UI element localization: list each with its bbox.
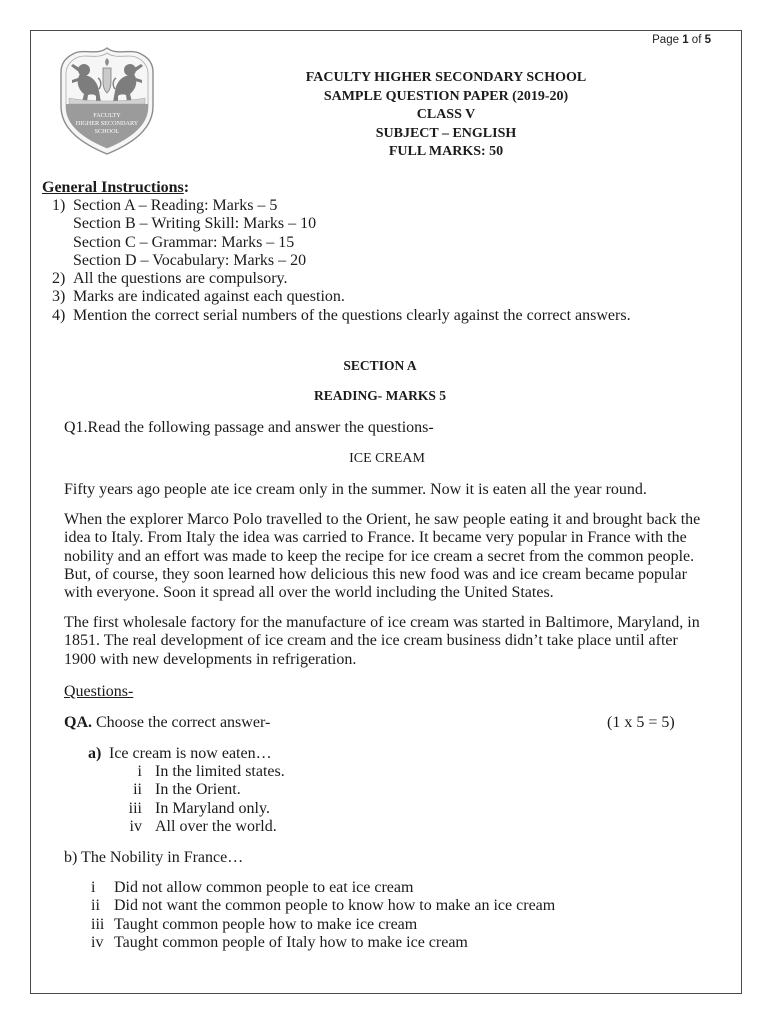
option-numeral: iv: [129, 817, 142, 835]
part-a-options: [118, 763, 285, 836]
page-of-label: of: [691, 34, 702, 46]
logo-text-line: FACULTY: [93, 112, 121, 119]
section-subtitle: READING- MARKS 5: [313, 388, 446, 403]
option-item: [91, 879, 555, 897]
instruction-item: [52, 307, 631, 325]
option-item: [118, 781, 285, 799]
heading-colon: :: [183, 179, 190, 196]
option-numeral: ii: [133, 781, 142, 799]
passage-line: 1900 with new developments in refrigeration.: [64, 650, 357, 668]
paper-header: [286, 69, 606, 162]
option-item: [91, 897, 555, 915]
instruction-item: [52, 197, 631, 270]
passage-paragraph: [64, 511, 700, 602]
option-item: [118, 763, 285, 781]
passage-line: nobility and an effort was made to keep the recipe for ice cream a secret from the common people.: [64, 547, 695, 565]
passage-title: ICE CREAM: [349, 451, 425, 466]
option-numeral: ii: [91, 897, 100, 915]
paper-title: SAMPLE QUESTION PAPER (2019-20): [323, 88, 569, 104]
instruction-number: 4): [52, 306, 66, 324]
question-1-prompt: Q1.Read the following passage and answer the questions-: [64, 419, 434, 436]
instruction-line: Mention the correct serial numbers of the questions clearly against the correct answers.: [73, 306, 631, 324]
option-numeral: iii: [91, 915, 105, 933]
logo-center-crest: [103, 68, 111, 93]
instruction-number: 1): [52, 197, 66, 214]
question-part-a: [88, 745, 272, 763]
instruction-line: Section B – Writing Skill: Marks – 10: [73, 215, 317, 233]
part-b-label: b): [64, 849, 78, 866]
question-qa-instruction: Choose the correct answer-: [96, 714, 271, 731]
passage-line: The first wholesale factory for the manufacture of ice cream was started in Baltimore, Maryland, in: [64, 614, 700, 631]
instruction-line: Section D – Vocabulary: Marks – 20: [73, 251, 307, 269]
question-qa-label: QA.: [64, 714, 92, 731]
option-item: [118, 818, 285, 836]
passage-paragraph: [64, 614, 700, 669]
instruction-line: All the questions are compulsory.: [73, 270, 288, 288]
part-a-stem: Ice cream is now eaten…: [109, 745, 272, 762]
passage-line: But, of course, they soon learned how delicious this new food was and ice cream became popular: [64, 565, 687, 583]
option-numeral: iii: [128, 799, 142, 817]
passage-line: with everyone. Soon it spread all over the world including the United States.: [64, 584, 554, 602]
option-numeral: i: [91, 879, 96, 896]
school-logo: [57, 44, 157, 156]
question-part-b: [64, 849, 243, 867]
option-text: Taught common people how to make ice cream: [114, 915, 418, 933]
option-text: In the limited states.: [155, 763, 285, 780]
passage-line: When the explorer Marco Polo travelled to the Orient, he saw people eating it and brought back the: [64, 511, 701, 528]
option-text: Did not want the common people to know how to make an ice cream: [114, 897, 556, 915]
instruction-item: [52, 288, 631, 306]
question-qa-marks: (1 x 5 = 5): [607, 714, 675, 731]
full-marks-label: FULL MARKS: 50: [388, 144, 504, 159]
option-text: Taught common people of Italy how to make ice cream: [114, 933, 468, 951]
passage-line: 1851. The real development of ice cream and the ice cream business didn’t take place until after: [64, 632, 678, 650]
page-label: Page: [652, 34, 679, 46]
instruction-item: [52, 270, 631, 288]
instruction-text: [73, 197, 316, 270]
logo-text-line: SCHOOL: [94, 128, 120, 135]
page-number: [600, 33, 711, 47]
question-qa: [64, 714, 270, 732]
passage-line: Fifty years ago people ate ice cream only in the summer. Now it is eaten all the year round.: [64, 481, 647, 498]
current-page-number: 1: [682, 34, 689, 46]
class-label: CLASS V: [416, 107, 476, 122]
option-text: Did not allow common people to eat ice cream: [114, 879, 414, 896]
option-item: [118, 800, 285, 818]
section-title: SECTION A: [343, 358, 417, 373]
option-text: In Maryland only.: [155, 799, 270, 817]
general-instructions-heading: [42, 179, 189, 197]
total-pages-number: 5: [704, 34, 711, 46]
instruction-line: Marks are indicated against each question.: [73, 288, 345, 306]
passage-paragraph: [64, 481, 647, 499]
school-name: FACULTY HIGHER SECONDARY SCHOOL: [305, 70, 587, 85]
part-b-options: [91, 879, 555, 952]
general-instructions-text: General Instructions: [42, 179, 184, 196]
part-b-stem: The Nobility in France…: [81, 849, 244, 866]
logo-text-line: HIGHER SECONDARY: [75, 120, 139, 127]
instruction-line: Section A – Reading: Marks – 5: [73, 197, 278, 214]
instructions-list: [52, 197, 631, 325]
instruction-line: Section C – Grammar: Marks – 15: [73, 233, 295, 251]
option-text: All over the world.: [155, 817, 277, 835]
option-text: In the Orient.: [155, 781, 241, 799]
instruction-number: 3): [52, 288, 66, 306]
option-numeral: i: [137, 763, 142, 780]
part-a-label: a): [88, 745, 102, 762]
questions-heading: Questions-: [64, 683, 134, 700]
subject-label: SUBJECT – ENGLISH: [375, 125, 517, 141]
instruction-number: 2): [52, 270, 66, 288]
passage-line: idea to Italy. From Italy the idea was carried to France. It became very popular in France with the: [64, 529, 687, 547]
option-numeral: iv: [91, 933, 104, 951]
option-item: [91, 934, 555, 952]
option-item: [91, 916, 555, 934]
